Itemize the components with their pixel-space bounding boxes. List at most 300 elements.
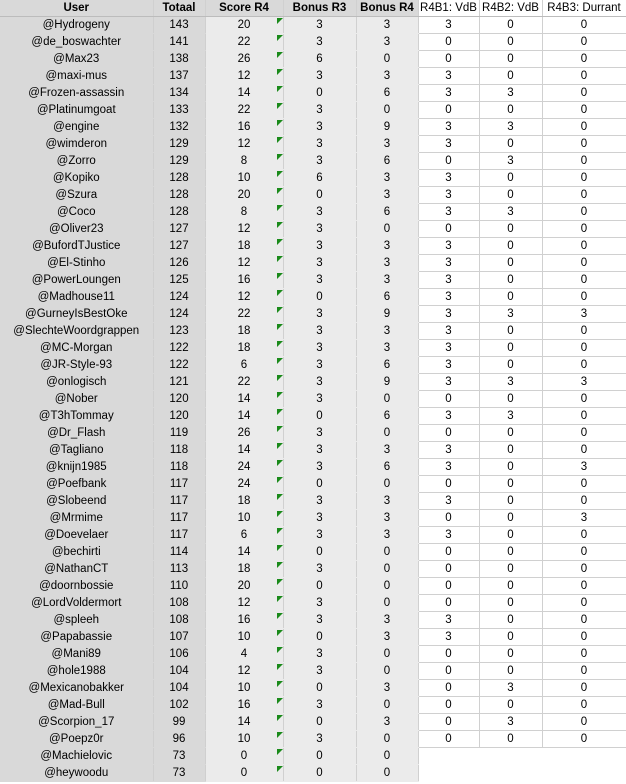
user-cell[interactable]: @spleeh <box>0 612 153 629</box>
r4b1-cell[interactable]: 0 <box>418 578 479 595</box>
user-cell[interactable]: @GurneyIsBestOke <box>0 306 153 323</box>
r4b2-cell[interactable]: 3 <box>479 85 542 102</box>
score-r4-cell[interactable]: 12 <box>205 663 283 680</box>
r4b3-cell[interactable] <box>542 765 626 782</box>
user-cell[interactable]: @Tagliano <box>0 442 153 459</box>
totaal-cell[interactable]: 141 <box>153 34 205 51</box>
user-cell[interactable]: @JR-Style-93 <box>0 357 153 374</box>
score-r4-cell[interactable]: 6 <box>205 527 283 544</box>
r4b2-cell[interactable]: 0 <box>479 663 542 680</box>
score-r4-cell[interactable]: 8 <box>205 153 283 170</box>
r4b3-cell[interactable]: 0 <box>542 561 626 578</box>
r4b1-cell[interactable]: 3 <box>418 204 479 221</box>
bonus-r4-cell[interactable]: 9 <box>356 119 418 136</box>
bonus-r4-cell[interactable]: 0 <box>356 731 418 748</box>
bonus-r3-cell[interactable]: 3 <box>283 731 356 748</box>
user-cell[interactable]: @MC-Morgan <box>0 340 153 357</box>
score-r4-cell[interactable]: 18 <box>205 340 283 357</box>
r4b1-cell[interactable]: 0 <box>418 102 479 119</box>
r4b2-cell[interactable]: 0 <box>479 357 542 374</box>
r4b1-cell[interactable]: 3 <box>418 85 479 102</box>
header-totaal[interactable]: Totaal <box>153 0 205 17</box>
user-cell[interactable]: @bechirti <box>0 544 153 561</box>
bonus-r3-cell[interactable]: 6 <box>283 51 356 68</box>
score-r4-cell[interactable]: 6 <box>205 357 283 374</box>
r4b1-cell[interactable]: 0 <box>418 561 479 578</box>
bonus-r4-cell[interactable]: 0 <box>356 561 418 578</box>
bonus-r4-cell[interactable]: 3 <box>356 34 418 51</box>
user-cell[interactable]: @Poepz0r <box>0 731 153 748</box>
totaal-cell[interactable]: 107 <box>153 629 205 646</box>
totaal-cell[interactable]: 122 <box>153 340 205 357</box>
totaal-cell[interactable]: 119 <box>153 425 205 442</box>
bonus-r4-cell[interactable]: 0 <box>356 425 418 442</box>
bonus-r4-cell[interactable]: 3 <box>356 238 418 255</box>
r4b1-cell[interactable]: 3 <box>418 306 479 323</box>
r4b2-cell[interactable]: 3 <box>479 306 542 323</box>
bonus-r3-cell[interactable]: 3 <box>283 459 356 476</box>
bonus-r4-cell[interactable]: 0 <box>356 102 418 119</box>
user-cell[interactable]: @Hydrogeny <box>0 17 153 34</box>
user-cell[interactable]: @de_boswachter <box>0 34 153 51</box>
r4b3-cell[interactable]: 0 <box>542 221 626 238</box>
r4b3-cell[interactable]: 0 <box>542 34 626 51</box>
r4b2-cell[interactable]: 0 <box>479 731 542 748</box>
score-r4-cell[interactable]: 22 <box>205 374 283 391</box>
r4b3-cell[interactable]: 0 <box>542 357 626 374</box>
bonus-r4-cell[interactable]: 6 <box>356 204 418 221</box>
r4b2-cell[interactable]: 0 <box>479 170 542 187</box>
r4b2-cell[interactable]: 0 <box>479 17 542 34</box>
r4b3-cell[interactable]: 0 <box>542 646 626 663</box>
bonus-r3-cell[interactable]: 6 <box>283 170 356 187</box>
r4b1-cell[interactable] <box>418 748 479 765</box>
totaal-cell[interactable]: 128 <box>153 187 205 204</box>
score-r4-cell[interactable]: 10 <box>205 510 283 527</box>
score-r4-cell[interactable]: 18 <box>205 323 283 340</box>
bonus-r4-cell[interactable]: 3 <box>356 68 418 85</box>
r4b3-cell[interactable]: 0 <box>542 425 626 442</box>
totaal-cell[interactable]: 117 <box>153 510 205 527</box>
r4b2-cell[interactable]: 0 <box>479 612 542 629</box>
score-r4-cell[interactable]: 14 <box>205 408 283 425</box>
score-r4-cell[interactable]: 4 <box>205 646 283 663</box>
bonus-r4-cell[interactable]: 0 <box>356 663 418 680</box>
bonus-r4-cell[interactable]: 0 <box>356 476 418 493</box>
r4b3-cell[interactable]: 0 <box>542 442 626 459</box>
score-r4-cell[interactable]: 20 <box>205 578 283 595</box>
r4b2-cell[interactable]: 3 <box>479 680 542 697</box>
score-r4-cell[interactable]: 14 <box>205 391 283 408</box>
user-cell[interactable]: @LordVoldermort <box>0 595 153 612</box>
totaal-cell[interactable]: 129 <box>153 153 205 170</box>
bonus-r4-cell[interactable]: 0 <box>356 595 418 612</box>
bonus-r4-cell[interactable]: 6 <box>356 459 418 476</box>
r4b1-cell[interactable]: 3 <box>418 323 479 340</box>
score-r4-cell[interactable]: 16 <box>205 612 283 629</box>
r4b1-cell[interactable]: 0 <box>418 595 479 612</box>
bonus-r4-cell[interactable]: 3 <box>356 629 418 646</box>
bonus-r4-cell[interactable]: 3 <box>356 612 418 629</box>
totaal-cell[interactable]: 117 <box>153 476 205 493</box>
totaal-cell[interactable]: 128 <box>153 170 205 187</box>
r4b2-cell[interactable]: 0 <box>479 255 542 272</box>
user-cell[interactable]: @Coco <box>0 204 153 221</box>
r4b1-cell[interactable]: 3 <box>418 136 479 153</box>
bonus-r4-cell[interactable]: 3 <box>356 510 418 527</box>
bonus-r3-cell[interactable]: 3 <box>283 527 356 544</box>
totaal-cell[interactable]: 138 <box>153 51 205 68</box>
user-cell[interactable]: @Szura <box>0 187 153 204</box>
score-r4-cell[interactable]: 14 <box>205 544 283 561</box>
user-cell[interactable]: @SlechteWoordgrappen <box>0 323 153 340</box>
bonus-r3-cell[interactable]: 0 <box>283 680 356 697</box>
r4b1-cell[interactable]: 3 <box>418 527 479 544</box>
bonus-r4-cell[interactable]: 3 <box>356 272 418 289</box>
score-r4-cell[interactable]: 14 <box>205 85 283 102</box>
score-r4-cell[interactable]: 24 <box>205 476 283 493</box>
r4b1-cell[interactable]: 3 <box>418 408 479 425</box>
r4b2-cell[interactable]: 0 <box>479 510 542 527</box>
r4b1-cell[interactable]: 3 <box>418 459 479 476</box>
totaal-cell[interactable]: 127 <box>153 221 205 238</box>
score-r4-cell[interactable]: 26 <box>205 51 283 68</box>
score-r4-cell[interactable]: 16 <box>205 272 283 289</box>
user-cell[interactable]: @engine <box>0 119 153 136</box>
r4b3-cell[interactable]: 0 <box>542 204 626 221</box>
bonus-r4-cell[interactable]: 3 <box>356 187 418 204</box>
r4b1-cell[interactable]: 0 <box>418 510 479 527</box>
header-bonus-r4[interactable]: Bonus R4 <box>356 0 418 17</box>
r4b2-cell[interactable]: 0 <box>479 323 542 340</box>
score-r4-cell[interactable]: 12 <box>205 289 283 306</box>
r4b1-cell[interactable]: 0 <box>418 476 479 493</box>
r4b1-cell[interactable]: 3 <box>418 272 479 289</box>
r4b1-cell[interactable] <box>418 765 479 782</box>
score-r4-cell[interactable]: 20 <box>205 17 283 34</box>
bonus-r3-cell[interactable]: 3 <box>283 510 356 527</box>
user-cell[interactable]: @NathanCT <box>0 561 153 578</box>
r4b2-cell[interactable]: 0 <box>479 51 542 68</box>
score-r4-cell[interactable]: 10 <box>205 731 283 748</box>
r4b3-cell[interactable]: 0 <box>542 544 626 561</box>
totaal-cell[interactable]: 118 <box>153 459 205 476</box>
bonus-r3-cell[interactable]: 3 <box>283 119 356 136</box>
user-cell[interactable]: @Mrmime <box>0 510 153 527</box>
bonus-r3-cell[interactable]: 3 <box>283 68 356 85</box>
bonus-r3-cell[interactable]: 3 <box>283 306 356 323</box>
r4b2-cell[interactable]: 0 <box>479 578 542 595</box>
bonus-r4-cell[interactable]: 0 <box>356 544 418 561</box>
score-r4-cell[interactable]: 12 <box>205 221 283 238</box>
user-cell[interactable]: @doornbossie <box>0 578 153 595</box>
r4b3-cell[interactable]: 0 <box>542 119 626 136</box>
bonus-r4-cell[interactable]: 0 <box>356 578 418 595</box>
bonus-r3-cell[interactable]: 3 <box>283 374 356 391</box>
bonus-r3-cell[interactable]: 3 <box>283 238 356 255</box>
r4b1-cell[interactable]: 0 <box>418 731 479 748</box>
r4b3-cell[interactable]: 0 <box>542 102 626 119</box>
r4b3-cell[interactable]: 0 <box>542 255 626 272</box>
r4b1-cell[interactable]: 0 <box>418 34 479 51</box>
totaal-cell[interactable]: 110 <box>153 578 205 595</box>
user-cell[interactable]: @Nober <box>0 391 153 408</box>
totaal-cell[interactable]: 117 <box>153 493 205 510</box>
totaal-cell[interactable]: 118 <box>153 442 205 459</box>
r4b3-cell[interactable]: 0 <box>542 663 626 680</box>
r4b2-cell[interactable]: 0 <box>479 238 542 255</box>
bonus-r3-cell[interactable]: 3 <box>283 493 356 510</box>
r4b3-cell[interactable]: 3 <box>542 306 626 323</box>
score-r4-cell[interactable]: 8 <box>205 204 283 221</box>
score-r4-cell[interactable]: 12 <box>205 595 283 612</box>
score-r4-cell[interactable]: 16 <box>205 697 283 714</box>
r4b2-cell[interactable]: 0 <box>479 289 542 306</box>
r4b3-cell[interactable]: 0 <box>542 391 626 408</box>
user-cell[interactable]: @wimderon <box>0 136 153 153</box>
header-r4b2[interactable]: R4B2: VdB <box>479 0 542 17</box>
score-r4-cell[interactable]: 18 <box>205 238 283 255</box>
r4b1-cell[interactable]: 3 <box>418 255 479 272</box>
score-r4-cell[interactable]: 0 <box>205 748 283 765</box>
totaal-cell[interactable]: 96 <box>153 731 205 748</box>
r4b2-cell[interactable]: 0 <box>479 34 542 51</box>
score-r4-cell[interactable]: 18 <box>205 493 283 510</box>
bonus-r3-cell[interactable]: 0 <box>283 289 356 306</box>
bonus-r4-cell[interactable]: 3 <box>356 527 418 544</box>
r4b3-cell[interactable] <box>542 748 626 765</box>
r4b2-cell[interactable]: 0 <box>479 646 542 663</box>
r4b3-cell[interactable]: 0 <box>542 731 626 748</box>
header-user[interactable]: User <box>0 0 153 17</box>
r4b3-cell[interactable]: 3 <box>542 510 626 527</box>
r4b2-cell[interactable]: 3 <box>479 204 542 221</box>
user-cell[interactable]: @Max23 <box>0 51 153 68</box>
r4b3-cell[interactable]: 0 <box>542 170 626 187</box>
totaal-cell[interactable]: 126 <box>153 255 205 272</box>
r4b3-cell[interactable]: 3 <box>542 374 626 391</box>
totaal-cell[interactable]: 127 <box>153 238 205 255</box>
r4b3-cell[interactable]: 0 <box>542 680 626 697</box>
totaal-cell[interactable]: 124 <box>153 289 205 306</box>
bonus-r3-cell[interactable]: 3 <box>283 425 356 442</box>
r4b2-cell[interactable]: 0 <box>479 544 542 561</box>
r4b3-cell[interactable]: 0 <box>542 595 626 612</box>
bonus-r4-cell[interactable]: 3 <box>356 493 418 510</box>
r4b2-cell[interactable]: 0 <box>479 527 542 544</box>
score-r4-cell[interactable]: 10 <box>205 170 283 187</box>
bonus-r3-cell[interactable]: 3 <box>283 612 356 629</box>
r4b2-cell[interactable]: 0 <box>479 68 542 85</box>
bonus-r3-cell[interactable]: 3 <box>283 323 356 340</box>
user-cell[interactable]: @Machielovic <box>0 748 153 765</box>
r4b2-cell[interactable]: 3 <box>479 714 542 731</box>
bonus-r3-cell[interactable]: 0 <box>283 544 356 561</box>
r4b1-cell[interactable]: 3 <box>418 17 479 34</box>
score-r4-cell[interactable]: 16 <box>205 119 283 136</box>
bonus-r3-cell[interactable]: 0 <box>283 629 356 646</box>
totaal-cell[interactable]: 120 <box>153 408 205 425</box>
r4b3-cell[interactable]: 0 <box>542 68 626 85</box>
bonus-r3-cell[interactable]: 0 <box>283 578 356 595</box>
r4b2-cell[interactable]: 0 <box>479 595 542 612</box>
r4b2-cell[interactable]: 3 <box>479 153 542 170</box>
totaal-cell[interactable]: 129 <box>153 136 205 153</box>
totaal-cell[interactable]: 143 <box>153 17 205 34</box>
totaal-cell[interactable]: 120 <box>153 391 205 408</box>
r4b3-cell[interactable]: 0 <box>542 629 626 646</box>
r4b1-cell[interactable]: 3 <box>418 187 479 204</box>
r4b1-cell[interactable]: 3 <box>418 442 479 459</box>
r4b1-cell[interactable]: 0 <box>418 391 479 408</box>
r4b3-cell[interactable]: 0 <box>542 17 626 34</box>
bonus-r4-cell[interactable]: 6 <box>356 357 418 374</box>
r4b2-cell[interactable]: 3 <box>479 408 542 425</box>
bonus-r4-cell[interactable]: 9 <box>356 374 418 391</box>
bonus-r3-cell[interactable]: 3 <box>283 595 356 612</box>
user-cell[interactable]: @T3hTommay <box>0 408 153 425</box>
r4b3-cell[interactable]: 0 <box>542 527 626 544</box>
r4b2-cell[interactable]: 0 <box>479 391 542 408</box>
totaal-cell[interactable]: 137 <box>153 68 205 85</box>
r4b1-cell[interactable]: 3 <box>418 68 479 85</box>
totaal-cell[interactable]: 106 <box>153 646 205 663</box>
user-cell[interactable]: @Zorro <box>0 153 153 170</box>
r4b1-cell[interactable]: 3 <box>418 340 479 357</box>
bonus-r3-cell[interactable]: 0 <box>283 408 356 425</box>
bonus-r4-cell[interactable]: 0 <box>356 765 418 782</box>
r4b3-cell[interactable]: 0 <box>542 323 626 340</box>
r4b1-cell[interactable]: 3 <box>418 238 479 255</box>
score-r4-cell[interactable]: 12 <box>205 68 283 85</box>
r4b3-cell[interactable]: 0 <box>542 476 626 493</box>
bonus-r3-cell[interactable]: 0 <box>283 748 356 765</box>
bonus-r3-cell[interactable]: 3 <box>283 102 356 119</box>
r4b2-cell[interactable]: 0 <box>479 476 542 493</box>
totaal-cell[interactable]: 123 <box>153 323 205 340</box>
r4b3-cell[interactable]: 0 <box>542 153 626 170</box>
totaal-cell[interactable]: 121 <box>153 374 205 391</box>
bonus-r4-cell[interactable]: 3 <box>356 255 418 272</box>
score-r4-cell[interactable]: 22 <box>205 34 283 51</box>
bonus-r4-cell[interactable]: 9 <box>356 306 418 323</box>
totaal-cell[interactable]: 108 <box>153 612 205 629</box>
totaal-cell[interactable]: 73 <box>153 765 205 782</box>
r4b1-cell[interactable]: 0 <box>418 663 479 680</box>
bonus-r3-cell[interactable]: 3 <box>283 357 356 374</box>
r4b2-cell[interactable]: 0 <box>479 221 542 238</box>
totaal-cell[interactable]: 108 <box>153 595 205 612</box>
r4b3-cell[interactable]: 0 <box>542 714 626 731</box>
header-r4b3[interactable]: R4B3: Durrant <box>542 0 626 17</box>
bonus-r4-cell[interactable]: 6 <box>356 289 418 306</box>
bonus-r3-cell[interactable]: 3 <box>283 697 356 714</box>
score-r4-cell[interactable]: 14 <box>205 714 283 731</box>
score-r4-cell[interactable]: 10 <box>205 680 283 697</box>
r4b1-cell[interactable]: 3 <box>418 357 479 374</box>
r4b1-cell[interactable]: 0 <box>418 51 479 68</box>
r4b2-cell[interactable]: 3 <box>479 119 542 136</box>
bonus-r3-cell[interactable]: 0 <box>283 765 356 782</box>
user-cell[interactable]: @Mad-Bull <box>0 697 153 714</box>
r4b3-cell[interactable]: 0 <box>542 51 626 68</box>
r4b2-cell[interactable]: 0 <box>479 102 542 119</box>
header-bonus-r3[interactable]: Bonus R3 <box>283 0 356 17</box>
r4b2-cell[interactable]: 0 <box>479 272 542 289</box>
r4b2-cell[interactable] <box>479 748 542 765</box>
r4b1-cell[interactable]: 3 <box>418 119 479 136</box>
r4b3-cell[interactable]: 0 <box>542 289 626 306</box>
user-cell[interactable]: @Mexicanobakker <box>0 680 153 697</box>
bonus-r3-cell[interactable]: 3 <box>283 34 356 51</box>
bonus-r3-cell[interactable]: 0 <box>283 714 356 731</box>
totaal-cell[interactable]: 125 <box>153 272 205 289</box>
r4b1-cell[interactable]: 0 <box>418 680 479 697</box>
user-cell[interactable]: @Scorpion_17 <box>0 714 153 731</box>
score-r4-cell[interactable]: 0 <box>205 765 283 782</box>
totaal-cell[interactable]: 73 <box>153 748 205 765</box>
score-r4-cell[interactable]: 10 <box>205 629 283 646</box>
user-cell[interactable]: @BufordTJustice <box>0 238 153 255</box>
bonus-r3-cell[interactable]: 0 <box>283 476 356 493</box>
score-r4-cell[interactable]: 12 <box>205 136 283 153</box>
totaal-cell[interactable]: 113 <box>153 561 205 578</box>
bonus-r4-cell[interactable]: 6 <box>356 153 418 170</box>
bonus-r4-cell[interactable]: 3 <box>356 714 418 731</box>
bonus-r3-cell[interactable]: 3 <box>283 391 356 408</box>
totaal-cell[interactable]: 114 <box>153 544 205 561</box>
bonus-r3-cell[interactable]: 3 <box>283 153 356 170</box>
r4b3-cell[interactable]: 0 <box>542 612 626 629</box>
header-score-r4[interactable]: Score R4 <box>205 0 283 17</box>
header-r4b1[interactable]: R4B1: VdB <box>418 0 479 17</box>
bonus-r4-cell[interactable]: 0 <box>356 697 418 714</box>
user-cell[interactable]: @heywoodu <box>0 765 153 782</box>
score-r4-cell[interactable]: 14 <box>205 442 283 459</box>
score-r4-cell[interactable]: 22 <box>205 306 283 323</box>
r4b1-cell[interactable]: 0 <box>418 221 479 238</box>
totaal-cell[interactable]: 122 <box>153 357 205 374</box>
r4b3-cell[interactable]: 0 <box>542 578 626 595</box>
user-cell[interactable]: @Platinumgoat <box>0 102 153 119</box>
bonus-r4-cell[interactable]: 3 <box>356 136 418 153</box>
r4b1-cell[interactable]: 3 <box>418 374 479 391</box>
r4b2-cell[interactable]: 0 <box>479 187 542 204</box>
bonus-r3-cell[interactable]: 3 <box>283 17 356 34</box>
r4b3-cell[interactable]: 0 <box>542 238 626 255</box>
user-cell[interactable]: @Frozen-assassin <box>0 85 153 102</box>
user-cell[interactable]: @Kopiko <box>0 170 153 187</box>
r4b2-cell[interactable]: 3 <box>479 374 542 391</box>
r4b1-cell[interactable]: 0 <box>418 646 479 663</box>
user-cell[interactable]: @Dr_Flash <box>0 425 153 442</box>
r4b2-cell[interactable]: 0 <box>479 697 542 714</box>
bonus-r4-cell[interactable]: 6 <box>356 85 418 102</box>
bonus-r4-cell[interactable]: 3 <box>356 442 418 459</box>
totaal-cell[interactable]: 104 <box>153 680 205 697</box>
user-cell[interactable]: @Mani89 <box>0 646 153 663</box>
r4b1-cell[interactable]: 3 <box>418 629 479 646</box>
bonus-r4-cell[interactable]: 0 <box>356 391 418 408</box>
r4b3-cell[interactable]: 0 <box>542 408 626 425</box>
bonus-r3-cell[interactable]: 0 <box>283 85 356 102</box>
r4b2-cell[interactable]: 0 <box>479 493 542 510</box>
bonus-r3-cell[interactable]: 3 <box>283 255 356 272</box>
score-r4-cell[interactable]: 12 <box>205 255 283 272</box>
totaal-cell[interactable]: 124 <box>153 306 205 323</box>
totaal-cell[interactable]: 132 <box>153 119 205 136</box>
bonus-r4-cell[interactable]: 3 <box>356 340 418 357</box>
